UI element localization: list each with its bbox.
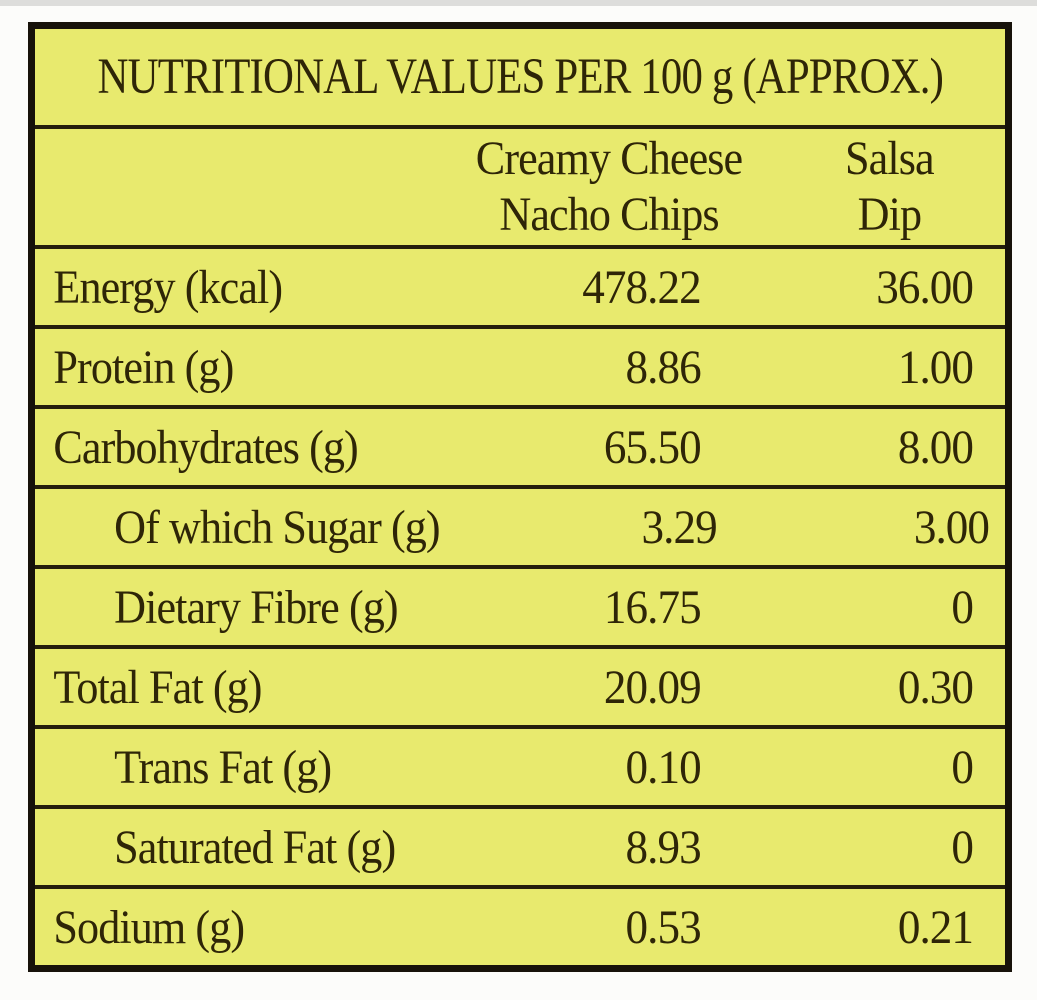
value-salsa-dip: 0	[951, 740, 974, 794]
row-label: Carbohydrates (g)	[53, 420, 358, 474]
column-header-salsa-dip-line1: Salsa	[845, 132, 934, 185]
row-label: Trans Fat (g)	[114, 740, 332, 794]
table-title: NUTRITIONAL VALUES PER 100 g (APPROX.)	[97, 49, 943, 105]
column-header-salsa-dip	[769, 131, 995, 243]
row-of-which-sugar	[35, 485, 1005, 565]
value-salsa-dip: 36.00	[876, 260, 974, 314]
column-header-nacho-chips-line2: Nacho Chips	[499, 188, 719, 241]
value-salsa-dip: 0.21	[897, 900, 974, 954]
table-title-row	[35, 29, 1005, 125]
row-label: Total Fat (g)	[53, 660, 262, 714]
row-label: Energy (kcal)	[53, 260, 283, 314]
row-label: Sodium (g)	[53, 900, 245, 954]
row-energy	[35, 245, 1005, 325]
value-nacho-chips: 478.22	[582, 260, 701, 314]
row-sodium	[35, 885, 1005, 965]
column-header-row	[35, 125, 1005, 245]
column-header-nacho-chips	[471, 131, 747, 243]
value-nacho-chips: 65.50	[603, 420, 701, 474]
value-nacho-chips: 0.10	[625, 740, 701, 794]
row-label: Protein (g)	[53, 340, 234, 394]
row-dietary-fibre	[35, 565, 1005, 645]
row-trans-fat	[35, 725, 1005, 805]
value-nacho-chips: 0.53	[625, 900, 701, 954]
photo-edge-strip	[0, 0, 1037, 6]
value-salsa-dip: 0	[951, 820, 974, 874]
value-salsa-dip: 0	[951, 580, 974, 634]
nutrition-table	[28, 22, 1012, 972]
value-salsa-dip: 3.00	[913, 500, 989, 554]
value-nacho-chips: 20.09	[603, 660, 701, 714]
column-header-nacho-chips-line1: Creamy Cheese	[475, 132, 743, 185]
row-total-fat	[35, 645, 1005, 725]
value-nacho-chips: 16.75	[603, 580, 701, 634]
value-nacho-chips: 8.86	[625, 340, 701, 394]
value-nacho-chips: 8.93	[625, 820, 701, 874]
row-label: Of which Sugar (g)	[114, 500, 440, 554]
value-nacho-chips: 3.29	[641, 500, 717, 554]
row-carbohydrates	[35, 405, 1005, 485]
value-salsa-dip: 8.00	[897, 420, 974, 474]
column-header-salsa-dip-line2: Dip	[857, 188, 922, 241]
value-salsa-dip: 0.30	[897, 660, 974, 714]
value-salsa-dip: 1.00	[897, 340, 974, 394]
row-label: Dietary Fibre (g)	[114, 580, 398, 634]
row-saturated-fat	[35, 805, 1005, 885]
row-protein	[35, 325, 1005, 405]
row-label: Saturated Fat (g)	[114, 820, 396, 874]
